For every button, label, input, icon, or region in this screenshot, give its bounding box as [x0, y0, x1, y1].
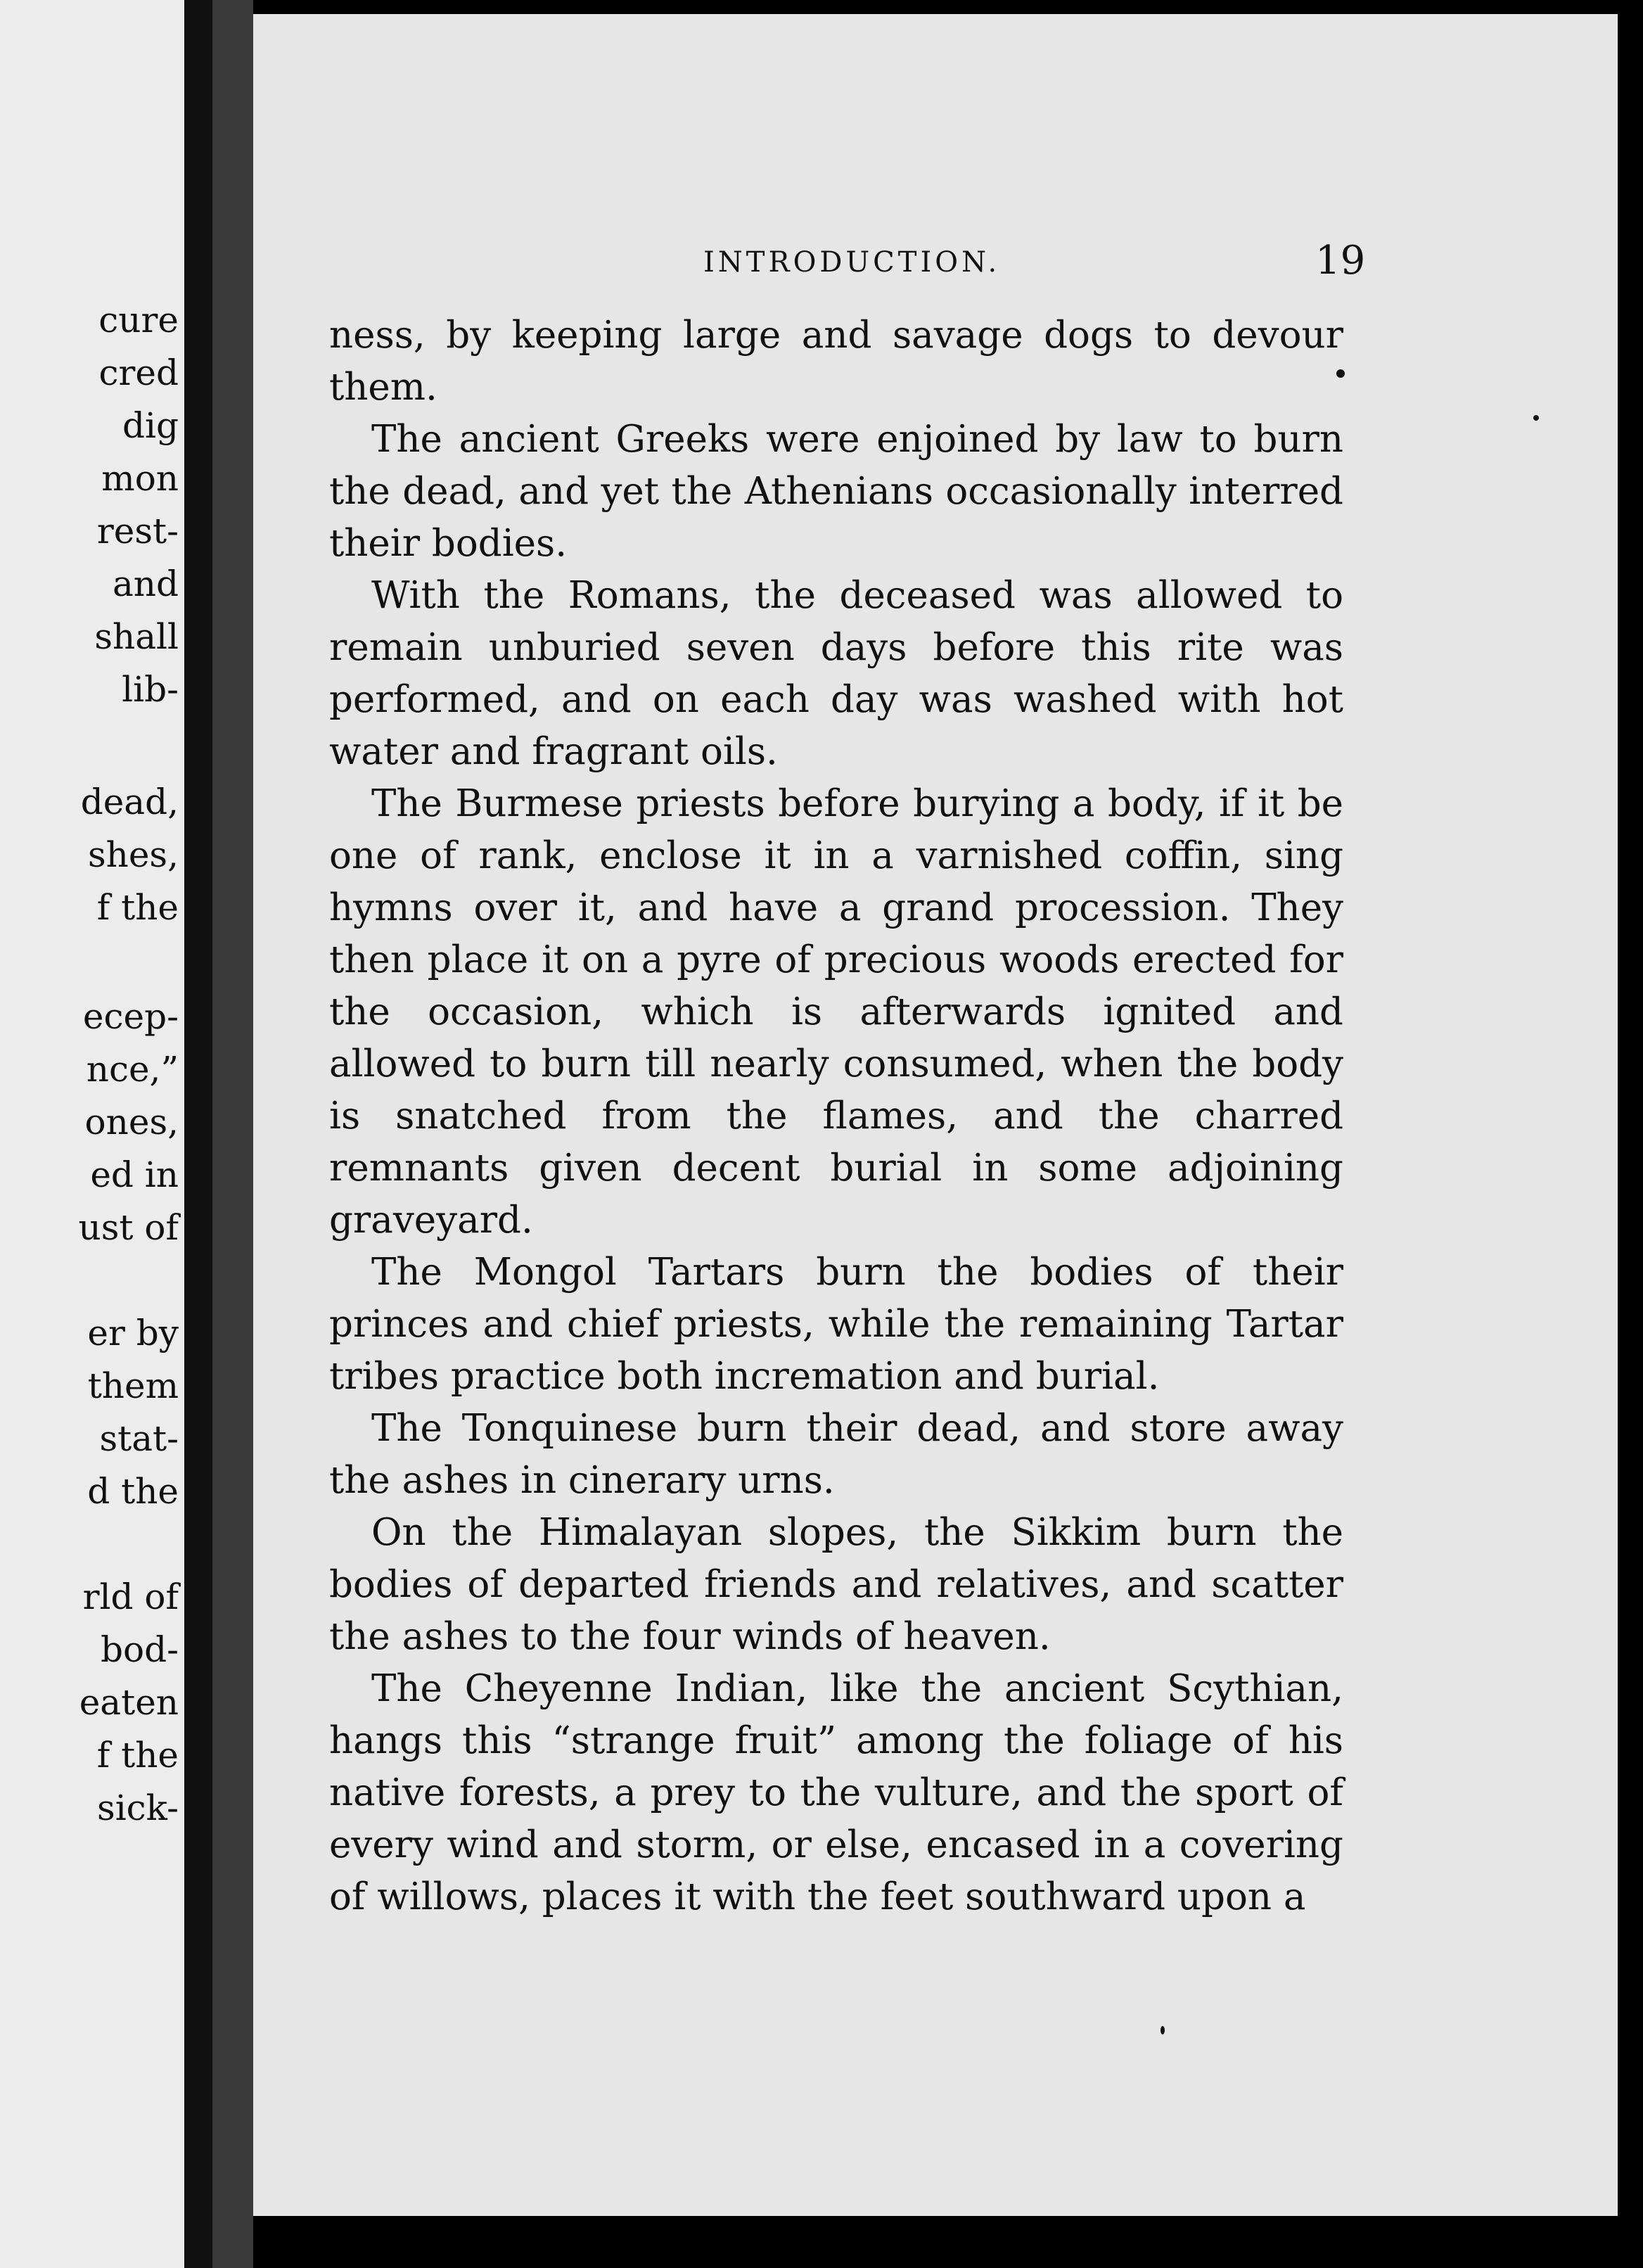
facing-page-line: stat- [99, 1418, 179, 1459]
facing-page-line: ecep- [82, 996, 179, 1037]
facing-page-line: ones, [84, 1102, 179, 1142]
book-gutter [212, 0, 253, 2268]
ink-speck [1533, 415, 1539, 421]
facing-page-line: and [112, 563, 179, 604]
facing-page-line: shes, [87, 834, 179, 875]
facing-page [0, 0, 184, 2268]
paragraph: On the Himalayan slopes, the Sikkim burn the bodies of departed friends and relatives, and scatter the ashes to the four winds of heaven. [329, 1511, 1343, 1658]
book-page [253, 14, 1618, 2216]
facing-page-line: f the [96, 1735, 179, 1776]
facing-page-line: eaten [79, 1682, 179, 1723]
facing-page-line: f the [96, 887, 179, 928]
facing-page-line: mon [101, 458, 179, 499]
facing-page-line: cure [98, 300, 179, 340]
facing-page-line: rld of [82, 1576, 179, 1617]
facing-page-line: shall [94, 616, 179, 657]
facing-page-line: cred [98, 352, 179, 393]
paragraph: The Burmese priests before burying a body, if it be one of rank, enclose it in a varnished coffin, sing hymns over it, and have a grand procession. They then place it on a pyre of precious woods erected for the occasion, which is afterwards ignited and allowed to burn till nearly consumed, when the body is snatched from the flames, and the charred remnants given decent burial in some adjoining graveyard. [329, 782, 1343, 1242]
paragraph: The Tonquinese burn their dead, and store away the ashes in cinerary urns. [329, 1407, 1343, 1502]
facing-page-line: dead, [80, 782, 179, 822]
ink-speck [1161, 2026, 1165, 2034]
paragraph: The Cheyenne Indian, like the ancient Scythian, hangs this “strange fruit” among the foliage of his native forests, a prey to the vulture, and the sport of every wind and storm, or else, encased in a covering of willows, places it with the feet southward upon a [329, 1667, 1343, 1918]
facing-page-line: sick- [97, 1788, 179, 1828]
book-binding [184, 0, 212, 2268]
facing-page-line: d the [87, 1471, 179, 1512]
ink-speck [1336, 369, 1345, 378]
paragraph: With the Romans, the deceased was allowed to remain unburied seven days before this rite was performed, and on each day was washed with hot water and fragrant oils. [329, 574, 1343, 773]
facing-page-line: bod- [100, 1629, 179, 1670]
facing-page-line: them [87, 1365, 179, 1406]
facing-page-line: er by [87, 1313, 179, 1353]
paragraph: The Mongol Tartars burn the bodies of their princes and chief priests, while the remaining Tartar tribes practice both incremation and burial. [329, 1251, 1343, 1398]
facing-page-line: nce,” [86, 1049, 179, 1090]
running-title: INTRODUCTION. [703, 246, 1001, 279]
facing-page-line: rest- [96, 511, 179, 552]
facing-page-line: dig [122, 405, 179, 446]
paragraph: ness, by keeping large and savage dogs to devour them. [329, 314, 1343, 409]
body-text [329, 310, 1343, 1923]
facing-page-line: ed in [90, 1154, 179, 1195]
facing-page-line: ust of [78, 1207, 179, 1248]
facing-page-line: lib- [122, 669, 179, 710]
paragraph: The ancient Greeks were enjoined by law to burn the dead, and yet the Athenians occasionally interred their bodies. [329, 418, 1343, 565]
page-number: 19 [1315, 238, 1366, 284]
page-header [253, 238, 1618, 287]
